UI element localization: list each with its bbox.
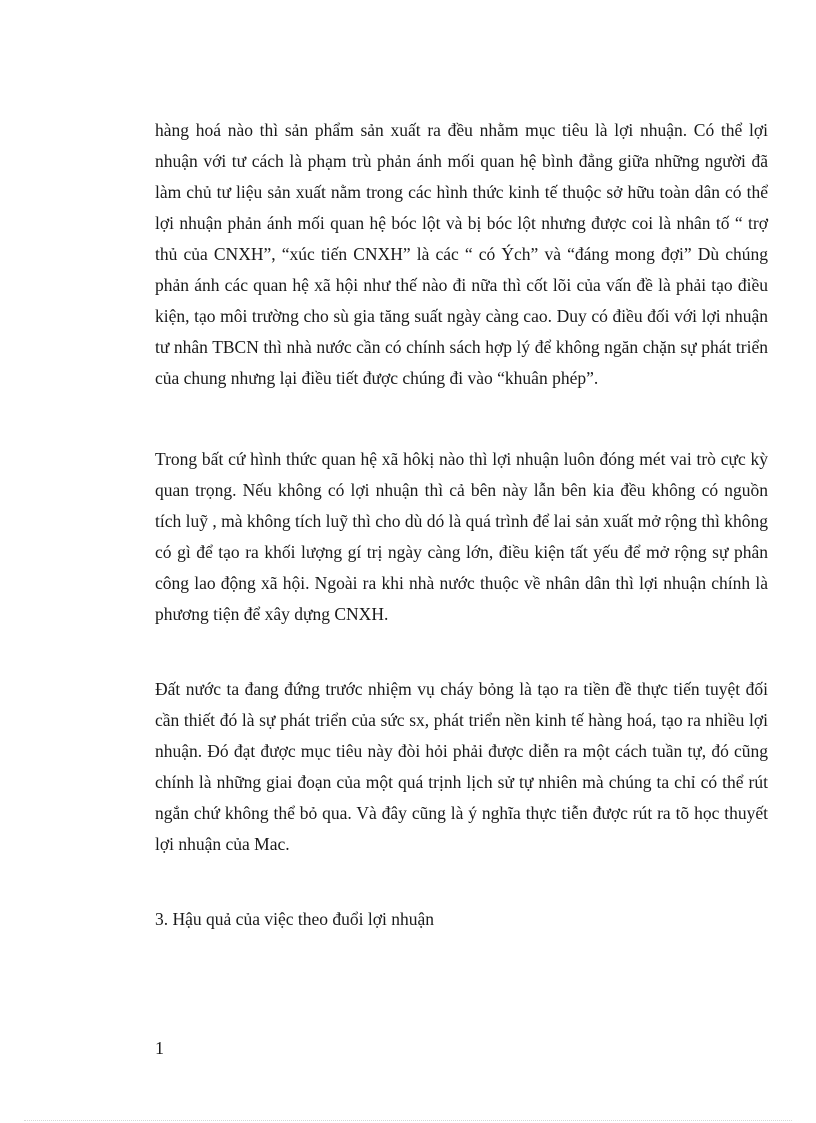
- page-bottom-divider: [24, 1120, 792, 1121]
- paragraph-profit-importance: Trong bất cứ hình thức quan hệ xã hôkị nào thì lợi nhuận luôn đóng mét vai trò cực kỳ quan trọng. Nếu không có lợi nhuận thì cả bên này lẫn bên kia đều không có nguồn tích luỹ , mà không tích luỹ thì cho dù dó là quá trình để lai sản xuất mở rộng thì không có gì để tạo ra khối lượng gí trị ngày càng lớn, điều kiện tất yếu để mở rộng sự phân công lao động xã hội. Ngoài ra khi nhà nước thuộc về nhân dân thì lợi nhuận chính là phương tiện để xây dựng CNXH.: [155, 449, 768, 624]
- section-heading: 3. Hậu quả của việc theo đuổi lợi nhuận: [155, 909, 434, 929]
- paragraph-practical-meaning: Đất nước ta đang đứng trước nhiệm vụ cháy bỏng là tạo ra tiền đề thực tiến tuyệt đối cần thiết đó là sự phát triển của sức sx, phát triển nền kinh tế hàng hoá, tạo ra nhiều lợi nhuận. Đó đạt được mục tiêu này đòi hỏi phải được diễn ra một cách tuần tự, đó cũng chính là những giai đoạn của một quá trịnh lịch sử tự nhiên mà chúng ta chỉ có thể rút ngắn chứ không thể bỏ qua. Và đây cũng là ý nghĩa thực tiễn được rút ra tõ học thuyết lợi nhuận của Mac.: [155, 679, 768, 854]
- page-number: 1: [155, 1038, 164, 1058]
- paragraph-profit-nature: hàng hoá nào thì sản phẩm sản xuất ra đều nhằm mục tiêu là lợi nhuận. Có thể lợi nhuận với tư cách là phạm trù phản ánh mối quan hệ bình đẳng giữa những người đã làm chủ tư liệu sản xuất nằm trong các hình thức kinh tế thuộc sở hữu toàn dân có thể lợi nhuận phản ánh mối quan hệ bóc lột và bị bóc lột nhưng được coi là nhân tố “ trợ thủ của CNXH”, “xúc tiến CNXH” là các “ có Ých” và “đáng mong đợi” Dù chúng phản ánh các quan hệ xã hội như thế nào đi nữa thì cốt lõi của vấn đề là phải tạo điều kiện, tạo môi trường cho sù gia tăng suất ngày càng cao. Duy có điều đối với lợi nhuận tư nhân TBCN thì nhà nước cần có chính sách hợp lý để không ngăn chặn sự phát triển của chung nhưng lại điều tiết được chúng đi vào “khuân phép”.: [155, 120, 768, 388]
